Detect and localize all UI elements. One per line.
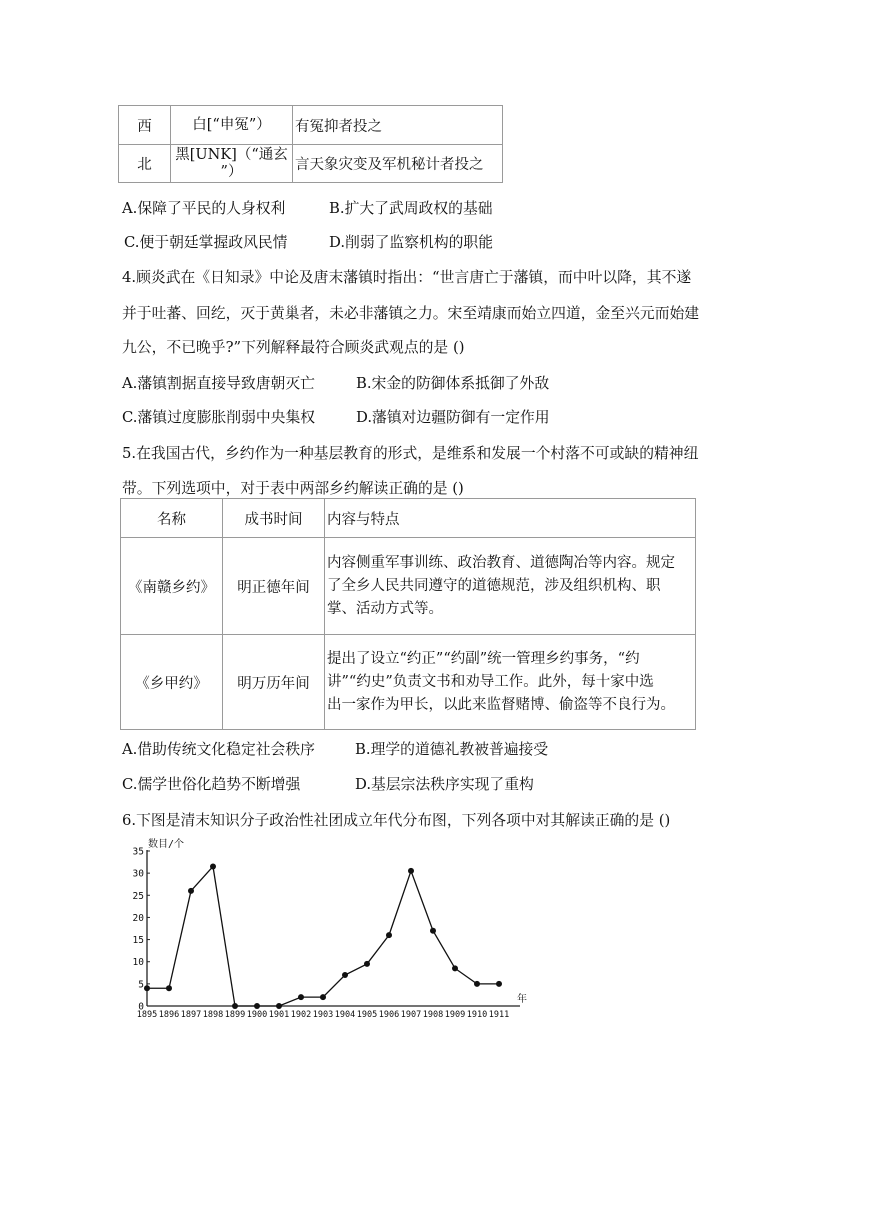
x-tick-label: 1910 [466,1010,488,1020]
x-ticks [137,1010,509,1020]
box-name-cell [171,145,293,183]
compact-name-cell: 《乡甲约》 [121,635,223,730]
data-point [342,972,348,978]
x-tick-label: 1899 [224,1010,246,1020]
y-tick-label: 5 [138,979,144,991]
q5-option-d[interactable]: D.基层宗法秩序实现了重构 [355,776,534,793]
compact-name-cell: 《南赣乡约》 [121,538,223,635]
q5-stem-line: 5.在我国古代，乡约作为一种基层教育的形式，是维系和发展一个村落不可或缺的精神纽 [122,445,699,462]
y-tick-label: 10 [132,957,144,969]
data-point [188,888,194,894]
data-point [210,864,216,870]
data-point [232,1003,238,1009]
box-purpose-cell: 有冤抑者投之 [293,106,503,145]
direction-cell: 西 [119,106,171,145]
q4-option-a[interactable]: A.藩镇割据直接导致唐朝灭亡 [122,375,315,392]
content-line: 出一家作为甲长，以此来监督赌博、偷盗等不良行为。 [327,696,675,713]
data-point [254,1003,260,1009]
compact-content-cell [325,538,696,635]
y-tick-label: 35 [132,846,144,858]
box-purpose-cell: 言天象灾变及军机秘计者投之 [293,145,503,183]
series-line [147,867,499,1007]
q5-option-a[interactable]: A.借助传统文化稳定社会秩序 [122,741,315,758]
q3-option-a[interactable]: A.保障了平民的人身权利 [122,200,286,217]
x-tick-label: 1911 [488,1010,510,1020]
x-tick-label: 1909 [444,1010,466,1020]
table-header-row [121,499,696,538]
q6-stem-line: 6.下图是清末知识分子政治性社团成立年代分布图，下列各项中对其解读正确的是 () [122,812,671,829]
y-tick-label: 15 [132,935,144,947]
data-point [474,981,480,987]
x-tick-label: 1906 [378,1010,400,1020]
x-tick-label: 1902 [290,1010,312,1020]
table-row [121,538,696,635]
data-point [386,932,392,938]
box-name-line: ”） [220,163,243,180]
data-point [452,965,458,971]
table-row [119,106,503,145]
complaint-box-table [118,105,503,183]
q3-option-b[interactable]: B.扩大了武周政权的基础 [329,200,493,217]
societies-line-chart [128,838,538,1023]
q5-option-b[interactable]: B.理学的道德礼教被普遍接受 [355,741,549,758]
x-tick-label: 1896 [158,1010,180,1020]
column-header: 名称 [121,499,223,538]
y-tick-label: 0 [138,1001,144,1013]
direction-cell: 北 [119,145,171,183]
q5-option-c[interactable]: C.儒学世俗化趋势不断增强 [122,776,301,793]
content-line: 掌、活动方式等。 [327,600,443,617]
x-tick-label: 1900 [246,1010,268,1020]
column-header: 内容与特点 [325,499,696,538]
data-point [496,981,502,987]
x-tick-label: 1904 [334,1010,356,1020]
x-tick-label: 1907 [400,1010,422,1020]
q4-stem-line: 并于吐蕃、回纥，灭于黄巢者，未必非藩镇之力。宋至靖康而始立四道，金至兴元而始建 [122,305,700,322]
y-tick-label: 30 [132,868,144,880]
data-points [144,864,502,1010]
q4-stem-line: 4.顾炎武在《日知录》中论及唐末藩镇时指出：“世言唐亡于藩镇，而中叶以降，其不遂 [122,269,692,286]
compact-time-cell: 明万历年间 [223,635,325,730]
compact-content-cell [325,635,696,730]
q3-option-d[interactable]: D.削弱了监察机构的职能 [329,234,494,251]
x-tick-label: 1905 [356,1010,378,1020]
x-tick-label: 1897 [180,1010,202,1020]
data-point [364,961,370,967]
data-point [144,985,150,991]
q5-stem-line: 带。下列选项中，对于表中两部乡约解读正确的是 () [122,480,464,497]
content-line: 了全乡人民共同遵守的道德规范，涉及组织机构、职 [327,577,661,594]
data-point [166,985,172,991]
data-point [320,994,326,1000]
x-tick-label: 1898 [202,1010,224,1020]
village-compact-table [120,498,696,730]
content-line: 提出了设立“约正”“约副”统一管理乡约事务，“约 [327,650,640,667]
x-tick-label: 1903 [312,1010,334,1020]
q4-option-c[interactable]: C.藩镇过度膨胀削弱中央集权 [122,409,316,426]
y-tick-label: 20 [132,912,144,924]
box-name-cell: 白[“申冤”） [171,106,293,145]
q3-option-c[interactable]: C.便于朝廷掌握政风民情 [124,234,288,251]
x-tick-label: 1908 [422,1010,444,1020]
box-name-line: 黑[UNK]（“通玄 [175,146,288,163]
data-point [408,868,414,874]
q4-option-d[interactable]: D.藩镇对边疆防御有一定作用 [356,409,550,426]
data-point [276,1003,282,1009]
content-line: 内容侧重军事训练、政治教育、道德陶冶等内容。规定 [327,554,675,571]
y-axis-label: 数目/个 [148,839,185,850]
table-row [121,635,696,730]
table-row [119,145,503,183]
x-tick-label: 1901 [268,1010,290,1020]
compact-time-cell: 明正德年间 [223,538,325,635]
q4-stem-line: 九公，不已晚乎?”下列解释最符合顾炎武观点的是 () [122,339,465,356]
column-header: 成书时间 [223,499,325,538]
x-tick-label: 1895 [136,1010,158,1020]
x-axis-label: 年 [517,994,527,1005]
content-line: 讲”“约史”负责文书和劝导工作。此外，每十家中选 [327,673,654,690]
data-point [430,928,436,934]
q4-option-b[interactable]: B.宋金的防御体系抵御了外敌 [356,375,550,392]
data-point [298,994,304,1000]
y-tick-label: 25 [132,890,144,902]
